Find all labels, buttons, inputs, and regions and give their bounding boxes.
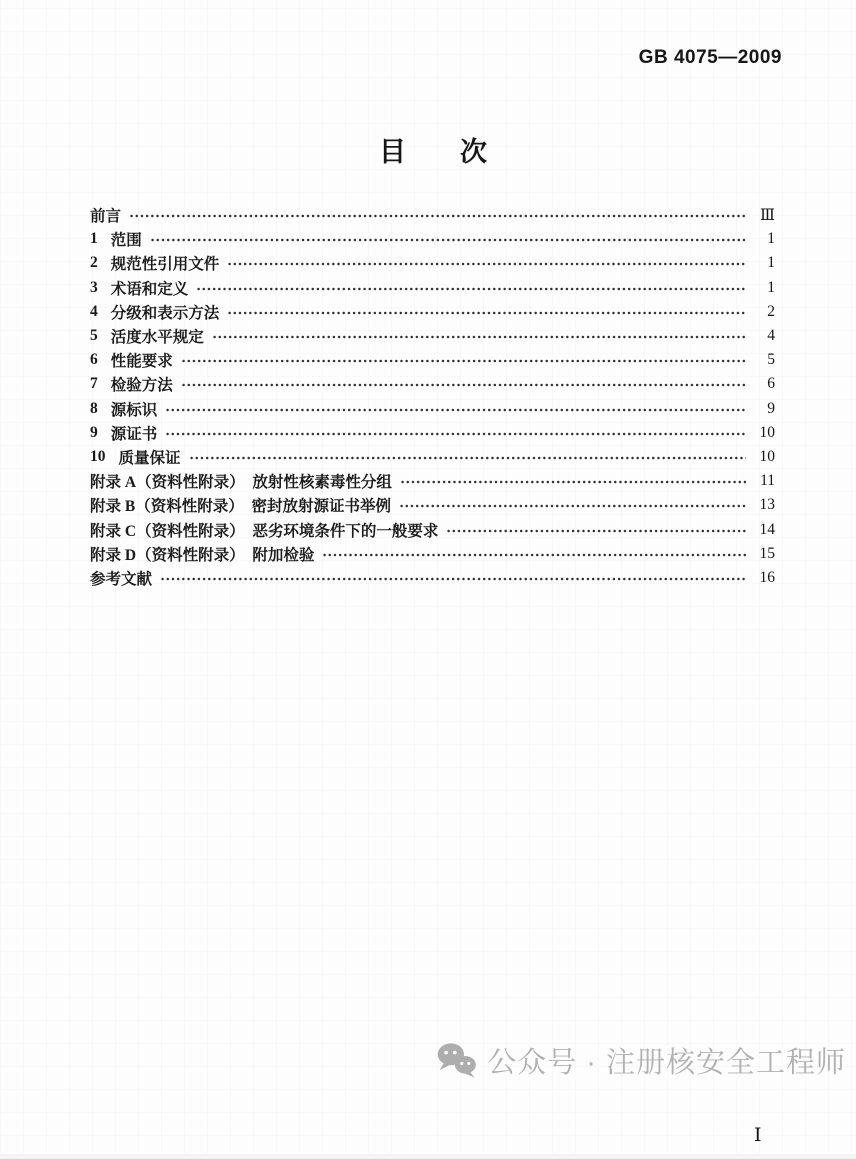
toc-entry-title: 活度水平规定 [110, 329, 204, 347]
dot-leader [446, 524, 746, 538]
toc-entry-title: 范围 [110, 232, 142, 250]
toc-entry-activity-levels [90, 324, 775, 348]
toc-entry-page: 9 [767, 399, 775, 417]
toc-entry-number: 3 [90, 278, 98, 296]
toc-entry-page: 1 [767, 254, 775, 272]
toc-entry-appendix-a [90, 469, 775, 493]
page-number: Ⅰ [754, 1125, 762, 1146]
toc-entry-performance-requirements [90, 348, 775, 372]
toc-entry-title: 附录 A（资料性附录） 放射性核素毒性分组 [90, 474, 392, 492]
dot-leader [212, 330, 746, 344]
page-bottom-edge [0, 1154, 856, 1159]
dot-leader [181, 378, 746, 392]
toc-entry-title: 质量保证 [118, 449, 181, 467]
dot-leader [322, 548, 746, 562]
toc-entry-title: 附录 C（资料性附录） 恶劣环境条件下的一般要求 [90, 522, 439, 540]
toc-entry-title: 附录 B（资料性附录） 密封放射源证书举例 [90, 498, 391, 516]
dot-leader [160, 572, 746, 586]
toc-entry-terms-definitions [90, 276, 775, 300]
dot-leader [165, 427, 746, 441]
toc-entry-page: 16 [759, 568, 775, 586]
toc-entry-appendix-b [90, 493, 775, 517]
toc-entry-page: 4 [767, 327, 775, 345]
toc-entry-test-methods [90, 372, 775, 396]
toc-entry-page: 11 [760, 472, 775, 490]
dot-leader [399, 499, 746, 513]
toc-entry-title: 参考文献 [90, 570, 153, 588]
toc-entry-number: 9 [90, 423, 98, 441]
dot-leader [227, 306, 746, 320]
toc-entry-classification [90, 300, 775, 324]
toc-entry-source-marking [90, 397, 775, 421]
toc-entry-number: 5 [90, 327, 98, 345]
dot-leader [129, 209, 746, 223]
dot-leader [181, 354, 746, 368]
toc-entry-title: 附录 D（资料性附录） 附加检验 [90, 546, 315, 564]
toc-entry-page: 5 [767, 351, 775, 369]
toc-entry-normative-references [90, 251, 775, 275]
toc-entry-page: Ⅲ [760, 206, 775, 224]
toc-entry-title: 规范性引用文件 [110, 256, 220, 274]
toc-entry-page: 1 [767, 230, 775, 248]
toc-entry-title: 分级和表示方法 [110, 304, 220, 322]
toc-entry-page: 14 [759, 520, 775, 538]
toc-entry-title: 前言 [90, 208, 122, 226]
toc-entry-page: 10 [759, 423, 775, 441]
toc-entry-title: 检验方法 [110, 377, 173, 395]
toc-entry-page: 2 [767, 302, 775, 320]
toc-entry-quality-assurance [90, 445, 775, 469]
standard-code: GB 4075—2009 [638, 47, 782, 68]
wechat-icon [436, 976, 478, 1144]
toc-entry-title: 源标识 [110, 401, 158, 419]
toc-entry-number: 8 [90, 399, 98, 417]
toc-entry-number: 2 [90, 254, 98, 272]
dot-leader [165, 403, 746, 417]
toc-entry-references [90, 566, 775, 590]
toc-entry-number: 4 [90, 302, 98, 320]
toc-entry-title: 术语和定义 [110, 280, 189, 298]
dot-leader [196, 282, 746, 296]
toc-entry-source-certificate [90, 421, 775, 445]
toc-entry-number: 6 [90, 351, 98, 369]
toc-entry-appendix-c [90, 517, 775, 541]
dot-leader [227, 257, 746, 271]
toc-entry-foreword [90, 203, 775, 227]
toc-entry-title: 性能要求 [110, 353, 173, 371]
toc-entry-number: 1 [90, 230, 98, 248]
toc-entry-title: 源证书 [110, 425, 158, 443]
toc-entry-scope [90, 227, 775, 251]
toc-entry-appendix-d [90, 542, 775, 566]
dot-leader [400, 475, 746, 489]
table-of-contents [90, 203, 775, 590]
dot-leader [150, 233, 746, 247]
watermark-text: 公众号 · 注册核安全工程师 [487, 1046, 846, 1079]
dot-leader [189, 451, 746, 465]
toc-entry-number: 10 [90, 447, 106, 465]
toc-entry-page: 15 [759, 544, 775, 562]
toc-entry-page: 6 [767, 375, 775, 393]
toc-entry-page: 1 [767, 278, 775, 296]
watermark [436, 976, 846, 1144]
toc-entry-number: 7 [90, 375, 98, 393]
page-title: 目 次 [379, 137, 487, 167]
toc-entry-page: 10 [759, 447, 775, 465]
toc-entry-page: 13 [759, 496, 775, 514]
